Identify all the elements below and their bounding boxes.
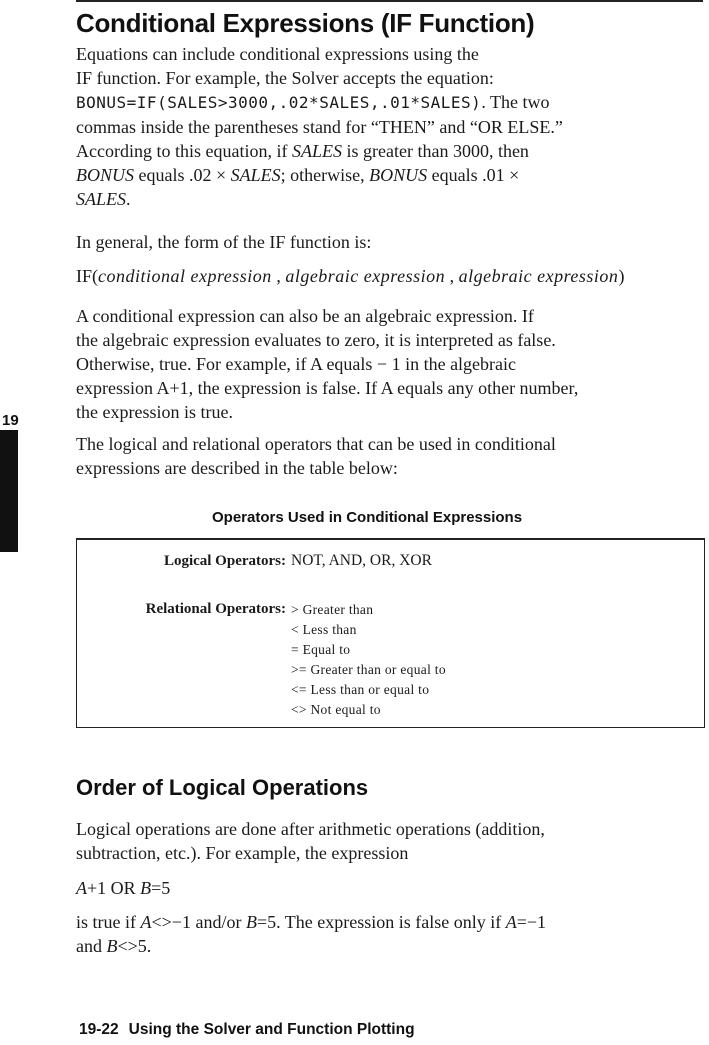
- argument: conditional expression: [98, 266, 272, 286]
- text-line: expression A+1, the expression is false. If A equals any other number,: [76, 378, 579, 398]
- text-line: Equations can include conditional expressions using the: [76, 44, 479, 64]
- text-line: BONUS=IF(SALES>3000,.02*SALES,.01*SALES). The two: [76, 92, 550, 112]
- relational-operator: >= Greater than or equal to: [291, 662, 446, 677]
- variable: SALES: [291, 141, 342, 161]
- argument: algebraic expression: [458, 266, 619, 286]
- argument: algebraic expression: [285, 266, 446, 286]
- relational-operator: = Equal to: [291, 642, 351, 657]
- chapter-tab: [0, 430, 18, 552]
- example-expression: A+1 OR B=5: [76, 878, 171, 898]
- chapter-number: 19: [2, 412, 19, 429]
- intro-paragraph: [76, 42, 706, 211]
- logical-operators-label: Logical Operators:: [163, 553, 286, 569]
- text-line: is true if A<>−1 and/or B=5. The expression is false only if A=−1: [76, 912, 547, 932]
- text-line: Logical operations are done after arithmetic operations (addition,: [76, 819, 545, 839]
- conditional-paragraph: [76, 304, 706, 424]
- text-line: According to this equation, if SALES is greater than 3000, then: [76, 141, 529, 161]
- text-line: In general, the form of the IF function is:: [76, 232, 372, 252]
- page-footer: [79, 1021, 415, 1039]
- table-caption: Operators Used in Conditional Expressions: [212, 509, 523, 526]
- logical-operators-value: NOT, AND, OR, XOR: [291, 552, 432, 569]
- page-title: Conditional Expressions (IF Function): [76, 8, 535, 38]
- text-line: A conditional expression can also be an algebraic expression. If: [76, 306, 534, 326]
- relational-operator: <= Less than or equal to: [291, 682, 430, 697]
- order-paragraph: [76, 817, 706, 865]
- page-number: 19-22: [79, 1021, 119, 1038]
- text-line: expressions are described in the table below:: [76, 458, 398, 478]
- variable: SALES: [230, 165, 281, 185]
- text-line: BONUS equals .02 × SALES; otherwise, BONUS equals .01 ×: [76, 165, 520, 185]
- syntax-line: IF(conditional expression , algebraic expression , algebraic expression): [76, 266, 625, 286]
- operator-table: [76, 538, 705, 728]
- text-line: and B<>5.: [76, 936, 152, 956]
- equation-code: BONUS=IF(SALES>3000,.02*SALES,.01*SALES): [76, 93, 482, 112]
- text-line: SALES.: [76, 189, 131, 209]
- text-line: the expression is true.: [76, 402, 233, 422]
- text-line: subtraction, etc.). For example, the expression: [76, 843, 409, 863]
- relational-operators-label: Relational Operators:: [145, 601, 286, 617]
- operators-intro-paragraph: [76, 432, 706, 480]
- general-form-paragraph: [76, 230, 706, 254]
- variable: BONUS: [76, 165, 134, 185]
- text-line: The logical and relational operators that can be used in conditional: [76, 434, 556, 454]
- text-line: the algebraic expression evaluates to zero, it is interpreted as false.: [76, 330, 556, 350]
- variable: BONUS: [369, 165, 428, 185]
- text-line: commas inside the parentheses stand for “THEN” and “OR ELSE.”: [76, 117, 563, 137]
- order-conclusion: [76, 910, 706, 958]
- text-line: IF function. For example, the Solver accepts the equation:: [76, 68, 494, 88]
- section-heading: Order of Logical Operations: [76, 775, 369, 800]
- top-rule: [76, 0, 703, 2]
- text-line: Otherwise, true. For example, if A equals − 1 in the algebraic: [76, 354, 517, 374]
- footer-section-title: Using the Solver and Function Plotting: [128, 1021, 415, 1038]
- variable: SALES: [76, 189, 127, 209]
- relational-operator: < Less than: [291, 622, 357, 637]
- relational-operator: > Greater than: [291, 602, 374, 617]
- relational-operator: <> Not equal to: [291, 702, 381, 717]
